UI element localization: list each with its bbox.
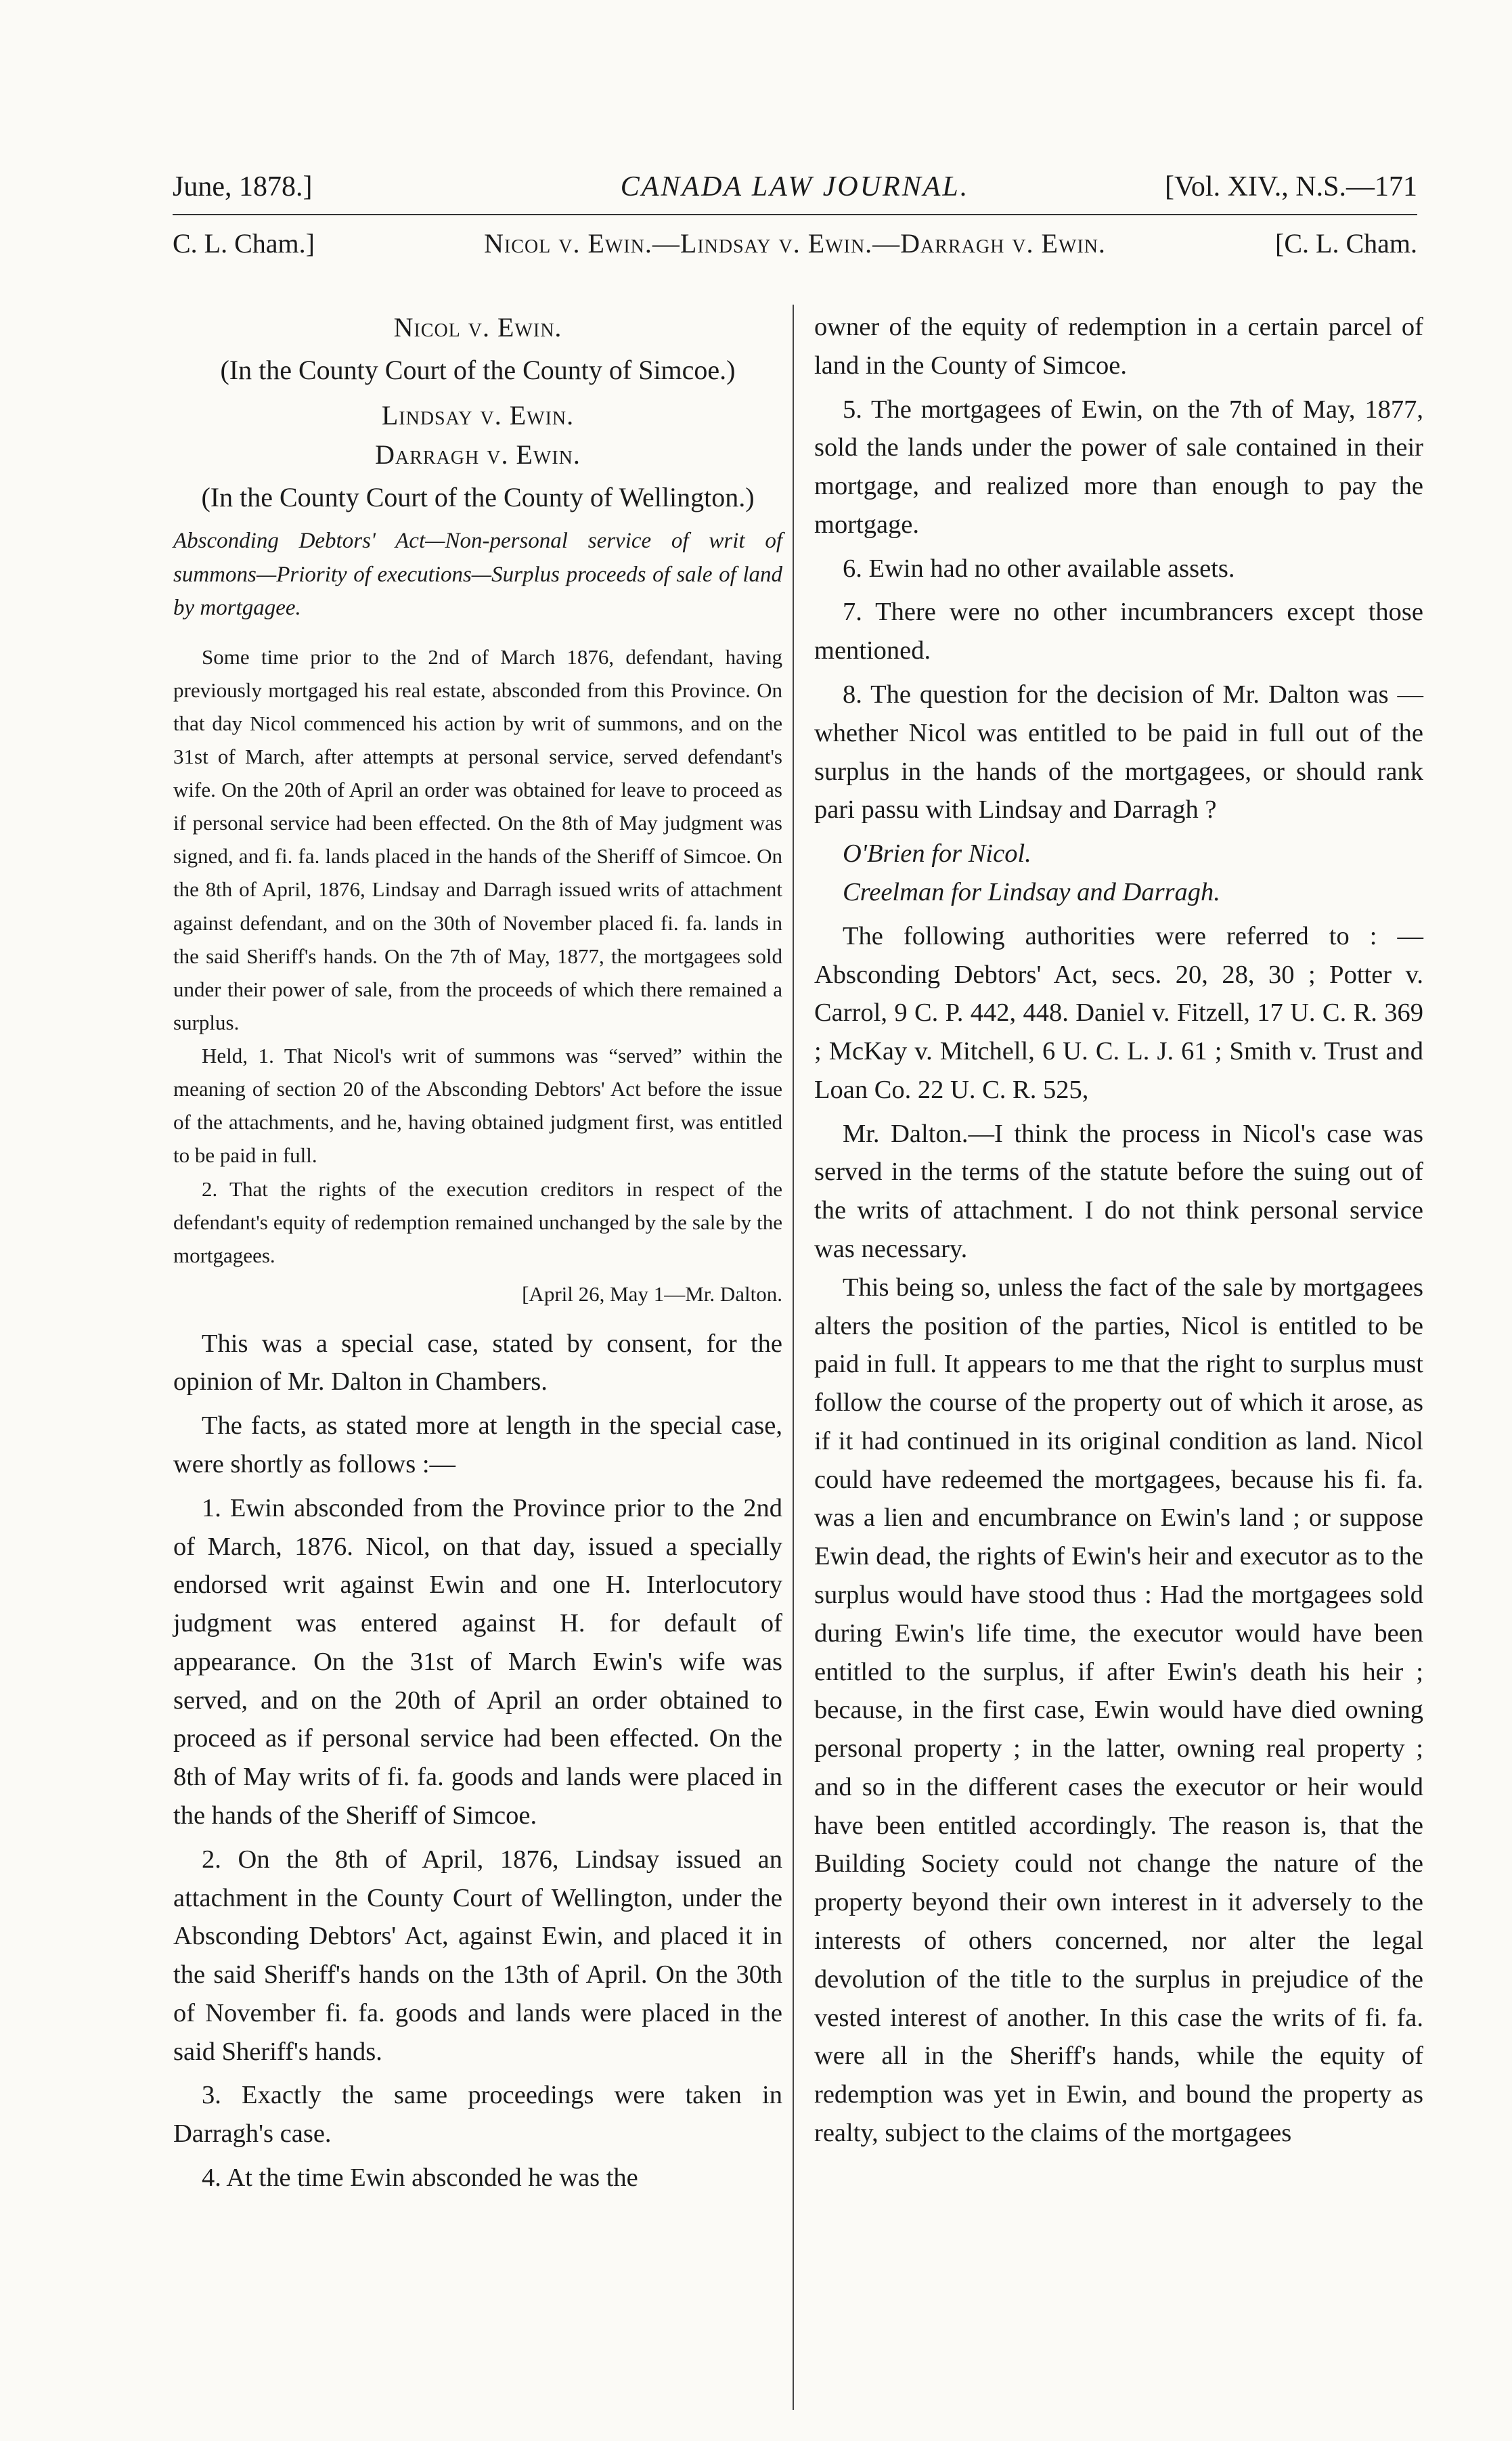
right-column — [814, 308, 1423, 2153]
court-abbrev-right: [C. L. Cham. — [1275, 228, 1417, 259]
held-one: Held, 1. That Nicol's writ of summons was “served” within the meaning of section 20 of the Absconding Debtors' Act before the issue of the attachments, and he, having obtained judgment first, was entitled to be paid in full. — [173, 1044, 782, 1168]
court-simcoe: (In the County Court of the County of Simcoe.) — [220, 355, 736, 385]
facts-intro: The facts, as stated more at length in the special case, were shortly as follows :— — [173, 1411, 782, 1478]
case-title-nicol: Nicol v. Ewin. — [393, 312, 562, 343]
fact-7: 7. There were no other incumbrancers except those mentioned. — [814, 598, 1423, 665]
left-column — [173, 308, 782, 2197]
volume-page: [Vol. XIV., N.S.—171 — [1165, 171, 1417, 202]
case-header — [173, 227, 1417, 268]
fact-6: 6. Ewin had no other available assets. — [843, 554, 1235, 583]
judgment-body: This being so, unless the fact of the sale by mortgagees alters the position of the parties, Nicol is entitled to be paid in full. It appears to me that the right to surplus must follow the course of the property out of which it arose, as if it had continued in its original condition as land. Nicol could have redeemed the mortgagees, because his fi. fa. was a lien and encumbrance on Ewin's land ; or suppose Ewin dead, the rights of Ewin's heir and executor as to the surplus would have stood thus : Had the mortgagees sold during Ewin's life time, the executor would have been entitled to the surplus, if after Ewin's death his heir ; because, in the first case, Ewin would have died owning personal property ; in the latter, owning real property ; and so in the different cases the executor or heir would have been entitled accordingly. The reason is, that the Building Society could not change the nature of the property beyond their own interest in it adversely to the interests of others concerned, nor alter the legal devolution of the title to the surplus in prejudice of the vested interest of another. In this case the writs of fi. fa. were all in the Sheriff's hands, while the equity of redemption was yet in Ewin, and bound the property as realty, subject to the claims of the mortgagees — [814, 1273, 1423, 2147]
fact-5: 5. The mortgagees of Ewin, on the 7th of May, 1877, sold the lands under the power of sale contained in their mortgage, and realized more than enough to pay the mortgage. — [814, 395, 1423, 539]
counsel-lindsay-darragh: Creelman for Lindsay and Darragh. — [843, 877, 1220, 906]
decision-date: [April 26, May 1—Mr. Dalton. — [522, 1281, 782, 1306]
court-wellington: (In the County Court of the County of Wellington.) — [201, 482, 755, 512]
case-title-lindsay: Lindsay v. Ewin. — [381, 400, 575, 431]
judgment-opening: Mr. Dalton.—I think the process in Nicol's case was served in the terms of the statute before the suing out of the writs of attachment. I do not think personal service was necessary. — [814, 1119, 1423, 1263]
authorities: The following authorities were referred to : —Absconding Debtors' Act, secs. 20, 28, 30 ; Potter v. Carrol, 9 C. P. 442, 448. Daniel v. Fitzell, 17 U. C. R. 369 ; McKay v. Mitchell, 6 U. C. L. J. 61 ; Smith v. Trust and Loan Co. 22 U. C. R. 525, — [814, 921, 1423, 1104]
case-names: Nicol v. Ewin.—Lindsay v. Ewin.—Darragh v. Ewin. — [484, 228, 1106, 259]
intro-paragraph: This was a special case, stated by consent, for the opinion of Mr. Dalton in Chambers. — [173, 1329, 782, 1397]
journal-title: CANADA LAW JOURNAL. — [620, 171, 970, 202]
headnote: Absconding Debtors' Act—Non-personal service of writ of summons—Priority of executions—Surplus proceeds of sale of land by mortgagee. — [173, 529, 782, 620]
fact-4-continued: owner of the equity of redemption in a certain parcel of land in the County of Simcoe. — [814, 313, 1423, 380]
fact-3: 3. Exactly the same proceedings were taken in Darragh's case. — [173, 2081, 782, 2149]
header-rule — [173, 214, 1417, 215]
case-summary: Some time prior to the 2nd of March 1876, defendant, having previously mortgaged his real estate, absconded from this Province. On that day Nicol commenced his action by writ of summons, and on the 31st of March, after attempts at personal service, served defendant's wife. On the 20th of April an order was obtained for leave to proceed as if personal service had been effected. On the 8th of May judgment was signed, and fi. fa. lands placed in the hands of the Sheriff of Simcoe. On the 8th of April, 1876, Lindsay and Darragh issued writs of attachment against defendant, and on the 30th of November placed fi. fa. lands in the said Sheriff's hands. On the 7th of May, 1877, the mortgagees sold under their power of sale, from the proceeds of which there remained a surplus. — [173, 644, 782, 1034]
fact-1: 1. Ewin absconded from the Province prior to the 2nd of March, 1876. Nicol, on that day, issued a specially endorsed writ against Ewin and one H. Interlocutory judgment was entered against H. for default of appearance. On the 31st of March Ewin's wife was served, and on the 20th of April an order obtained to proceed as if personal service had been effected. On the 8th of May writs of fi. fa. goods and lands were placed in the hands of the Sheriff of Simcoe. — [173, 1493, 782, 1830]
fact-4: 4. At the time Ewin absconded he was the — [202, 2163, 638, 2192]
held-two: 2. That the rights of the execution creditors in respect of the defendant's equity of redemption remained unchanged by the sale by the mortgagees. — [173, 1176, 782, 1267]
court-abbrev-left: C. L. Cham.] — [173, 228, 315, 259]
issue-date: June, 1878.] — [173, 171, 313, 202]
fact-8: 8. The question for the decision of Mr. Dalton was — whether Nicol was entitled to be paid in full out of the surplus in the hands of the mortgagees, or should rank pari passu with Lindsay and Darragh ? — [814, 680, 1423, 824]
running-head — [173, 171, 1417, 211]
case-title-darragh: Darragh v. Ewin. — [375, 439, 581, 470]
column-divider — [793, 305, 794, 2410]
counsel-nicol: O'Brien for Nicol. — [843, 839, 1031, 868]
fact-2: 2. On the 8th of April, 1876, Lindsay issued an attachment in the County Court of Wellington, under the Absconding Debtors' Act, against Ewin, and placed it in the said Sheriff's hands on the 13th of April. On the 30th of November fi. fa. goods and lands were placed in the said Sheriff's hands. — [173, 1845, 782, 2066]
